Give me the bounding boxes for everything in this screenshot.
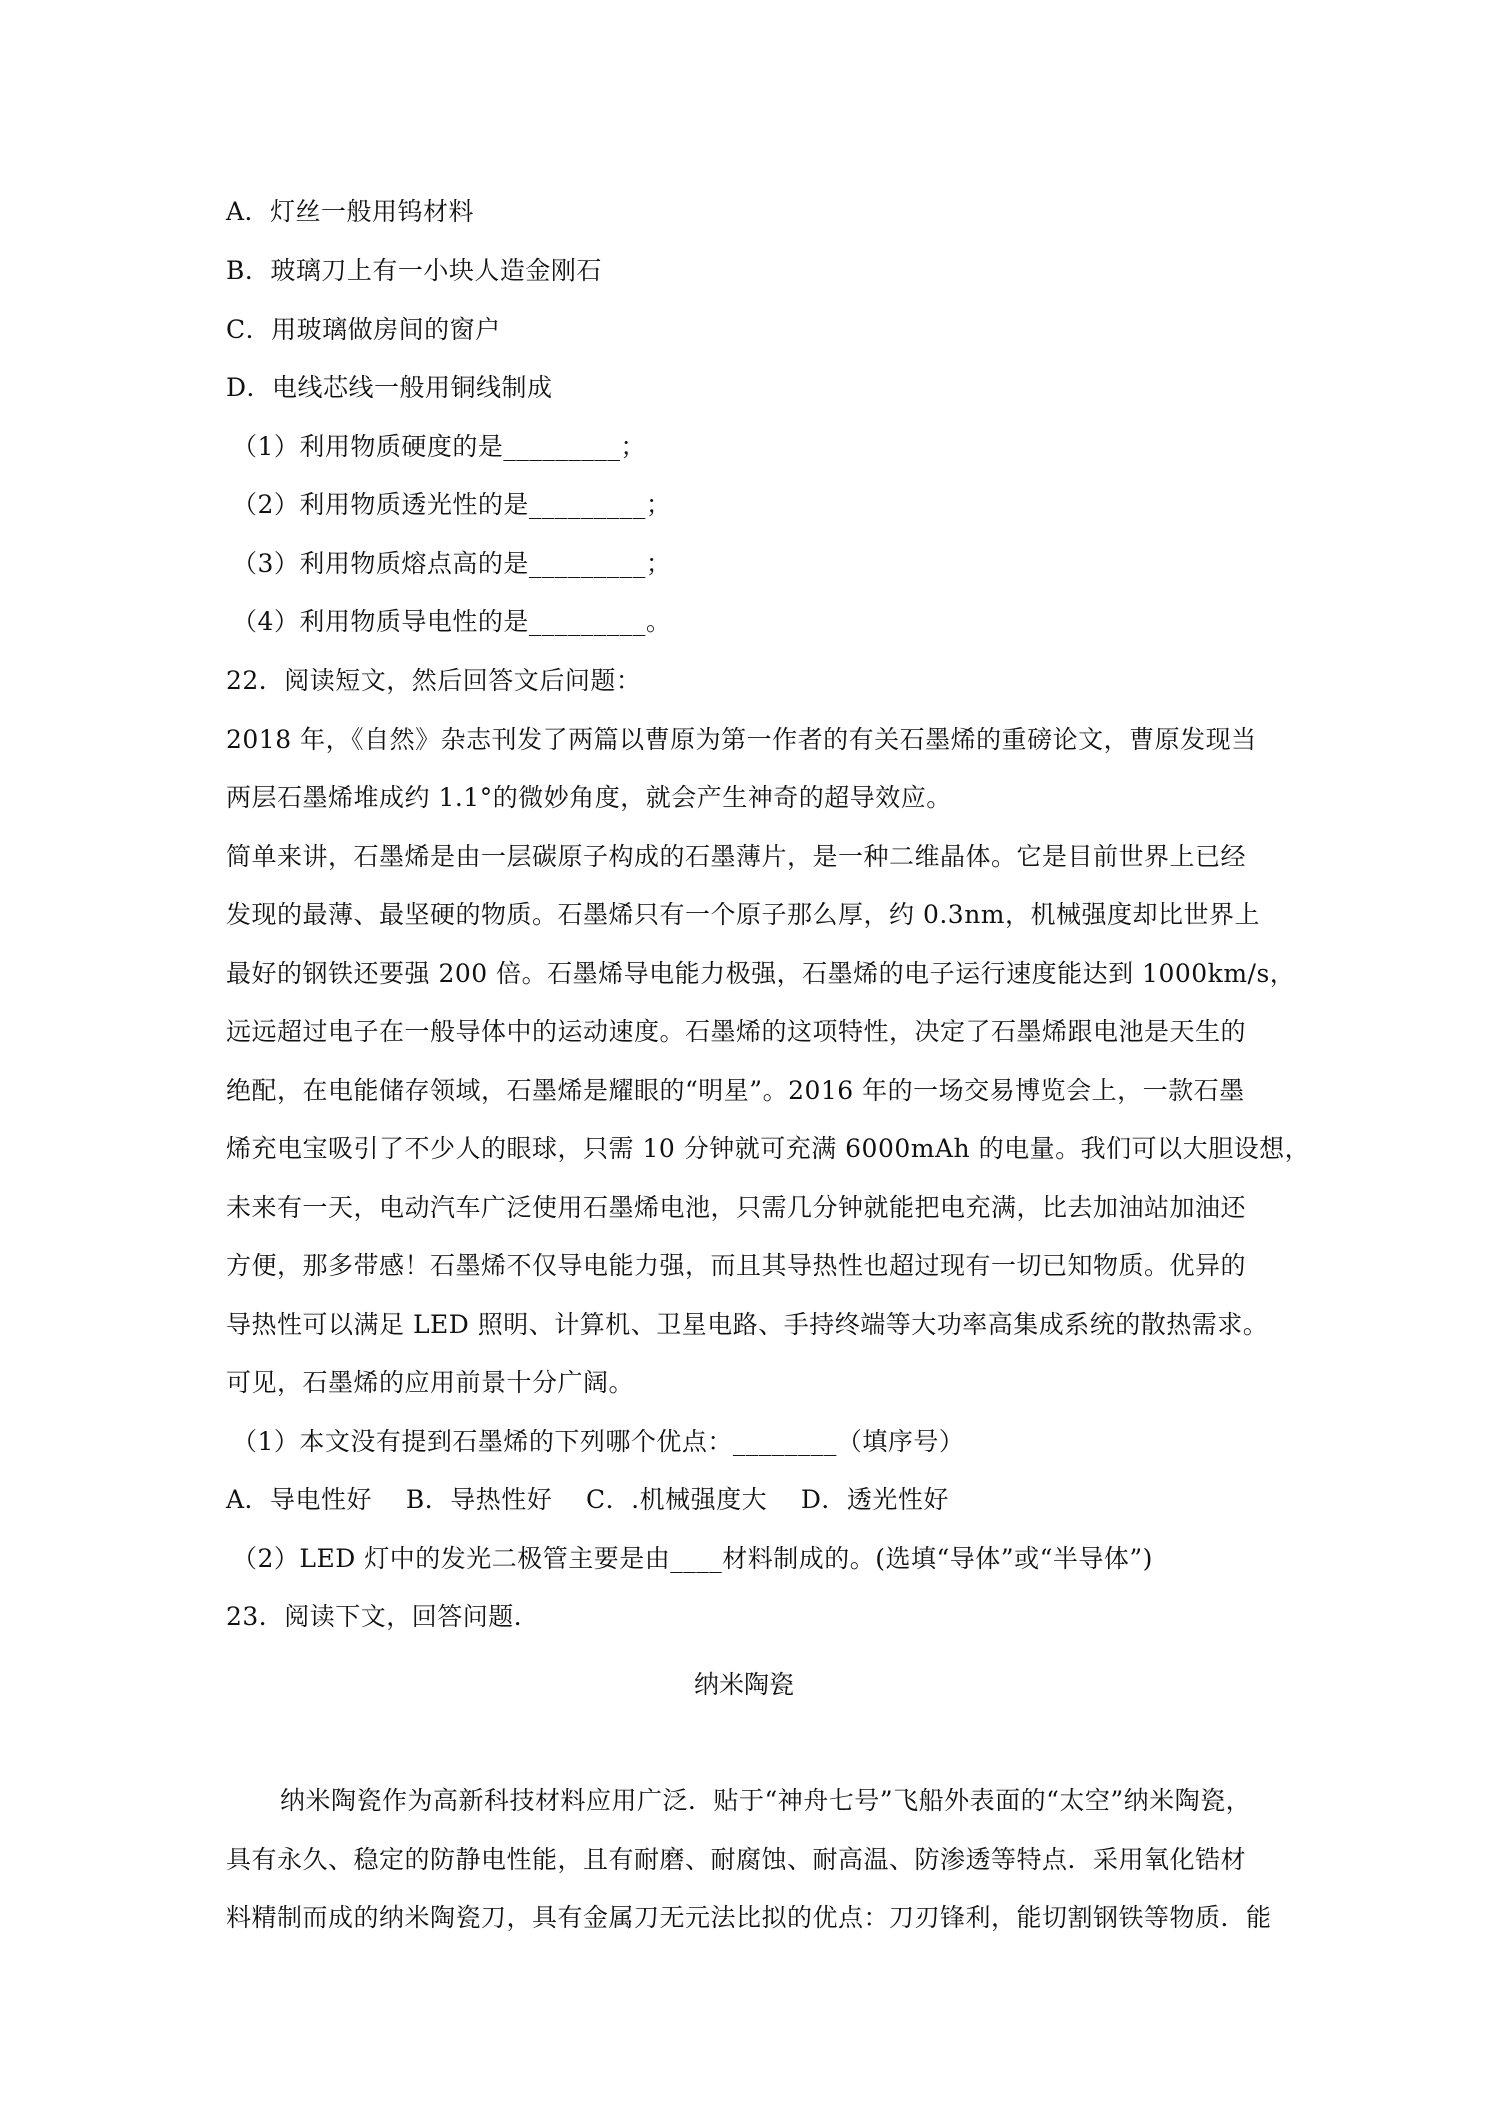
q22-passage-line: 简单来讲，石墨烯是由一层碳原子构成的石墨薄片，是一种二维晶体。它是目前世界上已经 <box>226 842 1247 871</box>
q23-heading: 纳米陶瓷 <box>693 1670 794 1699</box>
q22-passage-line: 最好的钢铁还要强 200 倍。石墨烯导电能力极强，石墨烯的电子运行速度能达到 1000km/s， <box>226 959 1296 988</box>
q22-passage-line: 发现的最薄、最坚硬的物质。石墨烯只有一个原子那么厚，约 0.3nm，机械强度却比世界上 <box>226 900 1261 929</box>
q22-passage-line: 未来有一天，电动汽车广泛使用石墨烯电池，只需几分钟就能把电充满，比去加油站加油还 <box>226 1193 1247 1222</box>
q22-passage-line: 方便，那多带感！石墨烯不仅导电能力强，而且其导热性也超过现有一切已知物质。优异的 <box>226 1251 1247 1280</box>
q22-passage-line: 远远超过电子在一般导体中的运动速度。石墨烯的这项特性，决定了石墨烯跟电池是天生的 <box>226 1017 1247 1046</box>
q21-sub-2: （2）利用物质透光性的是_________； <box>232 490 672 519</box>
q21-option-a: A．灯丝一般用钨材料 <box>226 197 475 226</box>
q23-passage-line: 纳米陶瓷作为高新科技材料应用广泛．贴于“神舟七号”飞船外表面的“太空”纳米陶瓷， <box>280 1786 1252 1815</box>
q21-option-b: B．玻璃刀上有一小块人造金刚石 <box>226 256 602 285</box>
q21-option-d: D．电线芯线一般用铜线制成 <box>226 373 553 402</box>
q21-option-c: C．用玻璃做房间的窗户 <box>226 315 501 344</box>
q22-passage-line: 烯充电宝吸引了不少人的眼球，只需 10 分钟就可充满 6000mAh 的电量。我们可以大胆设想， <box>226 1134 1311 1163</box>
q22-passage-line: 两层石墨烯堆成约 1.1°的微妙角度，就会产生神奇的超导效应。 <box>226 783 952 812</box>
q22-sub-2: （2）LED 灯中的发光二极管主要是由____材料制成的。(选填“导体”或“半导体”) <box>232 1544 1153 1573</box>
q22-passage-line: 2018 年，《自然》杂志刊发了两篇以曹原为第一作者的有关石墨烯的重磅论文，曹原发现当 <box>226 725 1257 754</box>
q21-sub-3: （3）利用物质熔点高的是_________； <box>232 549 672 578</box>
q22-sub-1: （1）本文没有提到石墨烯的下列哪个优点：________（填序号） <box>232 1427 965 1456</box>
q23-passage-line: 料精制而成的纳米陶瓷刀，具有金属刀无元法比拟的优点：刀刃锋利，能切割钢铁等物质．能 <box>226 1903 1272 1932</box>
q21-sub-4: （4）利用物质导电性的是_________。 <box>232 607 672 636</box>
q22-passage-line: 可见，石墨烯的应用前景十分广阔。 <box>226 1368 635 1397</box>
q23-title: 23．阅读下文，回答问题． <box>226 1602 540 1631</box>
q22-passage-line: 绝配，在电能储存领域，石墨烯是耀眼的“明星”。2016 年的一场交易博览会上，一款石墨 <box>226 1076 1245 1105</box>
q22-sub-1-options: A．导电性好 B．导热性好 C．.机械强度大 D．透光性好 <box>226 1485 949 1514</box>
q22-title: 22．阅读短文，然后回答文后问题： <box>226 666 642 695</box>
q23-passage-line: 具有永久、稳定的防静电性能，且有耐磨、耐腐蚀、耐高温、防渗透等特点．采用氧化锆材 <box>226 1845 1247 1874</box>
q22-passage-line: 导热性可以满足 LED 照明、计算机、卫星电路、手持终端等大功率高集成系统的散热需求。 <box>226 1310 1269 1339</box>
q21-sub-1: （1）利用物质硬度的是_________； <box>232 432 646 461</box>
